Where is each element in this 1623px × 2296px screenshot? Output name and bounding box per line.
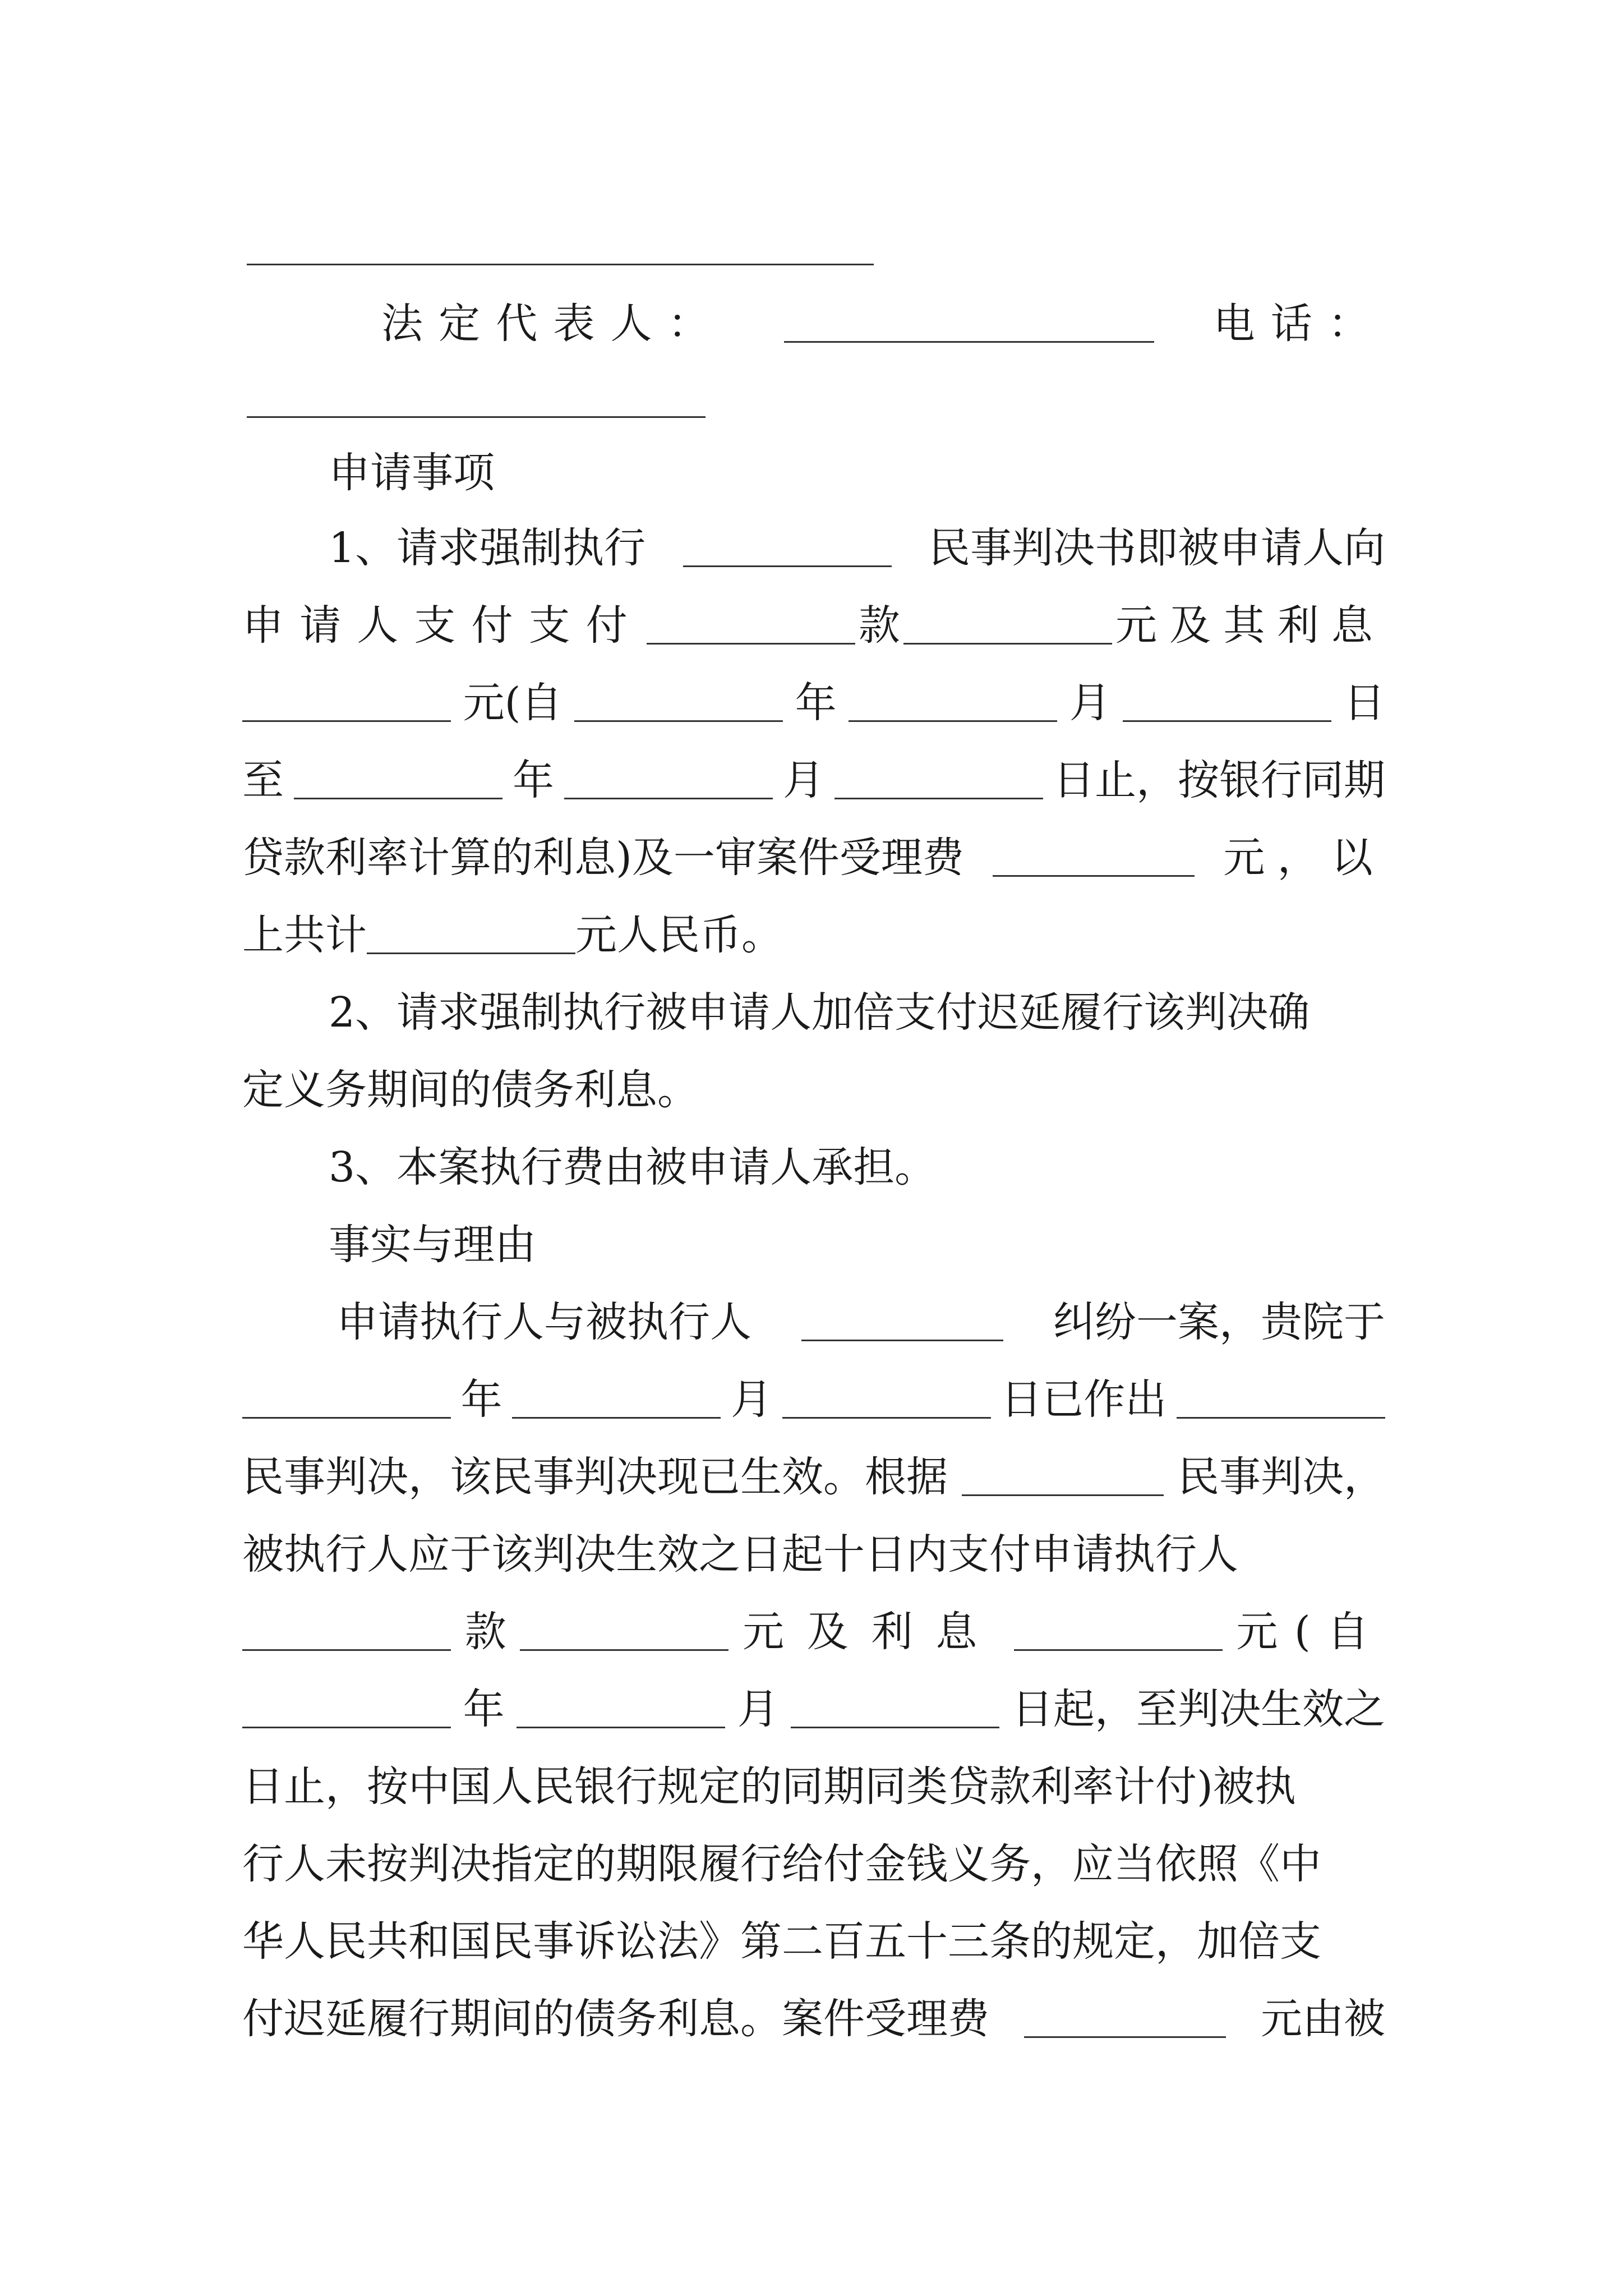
item1-line2 [242,595,1385,656]
facts-text: 元(自 [1236,1608,1385,1656]
item1-text: 民事判决书即被申请人向 [929,524,1385,572]
blank [834,762,1043,799]
facts-text: 月 [730,1375,772,1424]
facts-line9: 华人民共和国民事诉讼法》第二百五十三条的规定，加倍支 [242,1917,1321,1966]
item1-text: 元人民币。 [575,911,783,959]
blank [574,684,783,722]
blank-judgment-no [683,530,892,567]
top-blank-line [247,264,874,265]
item1-text: 元，以 [1223,834,1385,882]
item1-line4 [242,749,1385,811]
phone-blank-line [247,416,706,418]
facts-line10 [242,1988,1385,2050]
item1-text: 1、请求强制执行 [329,524,646,572]
blank [801,1304,1003,1341]
facts-text: 月 [737,1685,779,1733]
item1-line1 [329,517,1385,579]
representative-blank [784,305,1154,343]
facts-line8: 行人未按判决指定的期限履行给付金钱义务，应当依照《中 [242,1840,1321,1888]
item1-line5 [242,827,1385,889]
blank [849,684,1057,722]
item1-text: 日 [1343,679,1385,727]
item1-text: 元及其利息 [1115,601,1385,650]
facts-text: 民事判决， [1178,1453,1385,1501]
blank [903,607,1112,645]
facts-text: 日起，至判决生效之 [1011,1685,1385,1733]
facts-text: 纠纷一案，贵院于 [1053,1298,1385,1346]
item1-text: 申请人支付支付 [242,601,643,650]
section-title-facts: 事实与理由 [329,1221,536,1269]
item1-text: 元(自 [463,679,562,727]
item1-text: 日止，按银行同期 [1053,756,1385,804]
representative-label: 法定代表人： [381,300,725,348]
section-title-requests: 申请事项 [329,449,495,497]
item1-line6 [242,904,1385,966]
facts-text: 日已作出 [1000,1375,1167,1424]
item1-text: 上共计 [242,911,367,959]
blank [564,762,773,799]
blank [1014,1613,1223,1651]
blank [1024,2000,1226,2038]
item1-text: 年 [513,756,554,804]
blank [993,839,1195,877]
facts-text: 申请执行人与被执行人 [336,1298,751,1346]
blank [517,1691,725,1728]
facts-line3 [242,1446,1385,1508]
facts-text: 款 [464,1608,506,1656]
facts-text: 元及利息 [743,1608,1000,1656]
blank [647,607,855,645]
facts-text: 年 [460,1375,502,1424]
blank [242,1613,451,1651]
item1-text: 贷款利率计算的利息)及一审案件受理费 [242,834,964,882]
facts-text: 付迟延履行期间的债务利息。案件受理费 [242,1995,989,2043]
facts-line1 [336,1291,1385,1353]
phone-label: 电话： [1213,300,1385,348]
blank [242,1381,451,1419]
blank [242,1691,451,1728]
facts-text: 民事判决，该民事判决现已生效。根据 [242,1453,948,1501]
blank [242,684,451,722]
blank [791,1691,999,1728]
item1-text: 月 [783,756,824,804]
item2-line1: 2、请求强制执行被申请人加倍支付迟延履行该判决确 [329,988,1310,1037]
representative-row [381,293,1385,355]
blank [512,1381,721,1419]
blank [520,1613,728,1651]
blank [1123,684,1331,722]
item3-line: 3、本案执行费由被申请人承担。 [329,1143,937,1191]
item1-text: 款 [858,601,900,650]
blank [1177,1381,1385,1419]
blank [294,762,502,799]
blank [782,1381,991,1419]
facts-line7: 日止，按中国人民银行规定的同期同类贷款利率计付)被执 [242,1763,1296,1811]
blank [962,1458,1164,1496]
blank [367,917,575,954]
facts-line5 [242,1601,1385,1663]
item1-text: 年 [795,679,837,727]
item1-text: 至 [242,756,284,804]
facts-line2 [242,1369,1385,1430]
facts-line6 [242,1678,1385,1740]
item2-line2: 定义务期间的债务利息。 [242,1066,699,1114]
facts-text: 元由被 [1261,1995,1385,2043]
item1-line3 [242,672,1385,734]
facts-line4: 被执行人应于该判决生效之日起十日内支付申请执行人 [242,1530,1238,1579]
facts-text: 年 [463,1685,505,1733]
item1-text: 月 [1069,679,1111,727]
